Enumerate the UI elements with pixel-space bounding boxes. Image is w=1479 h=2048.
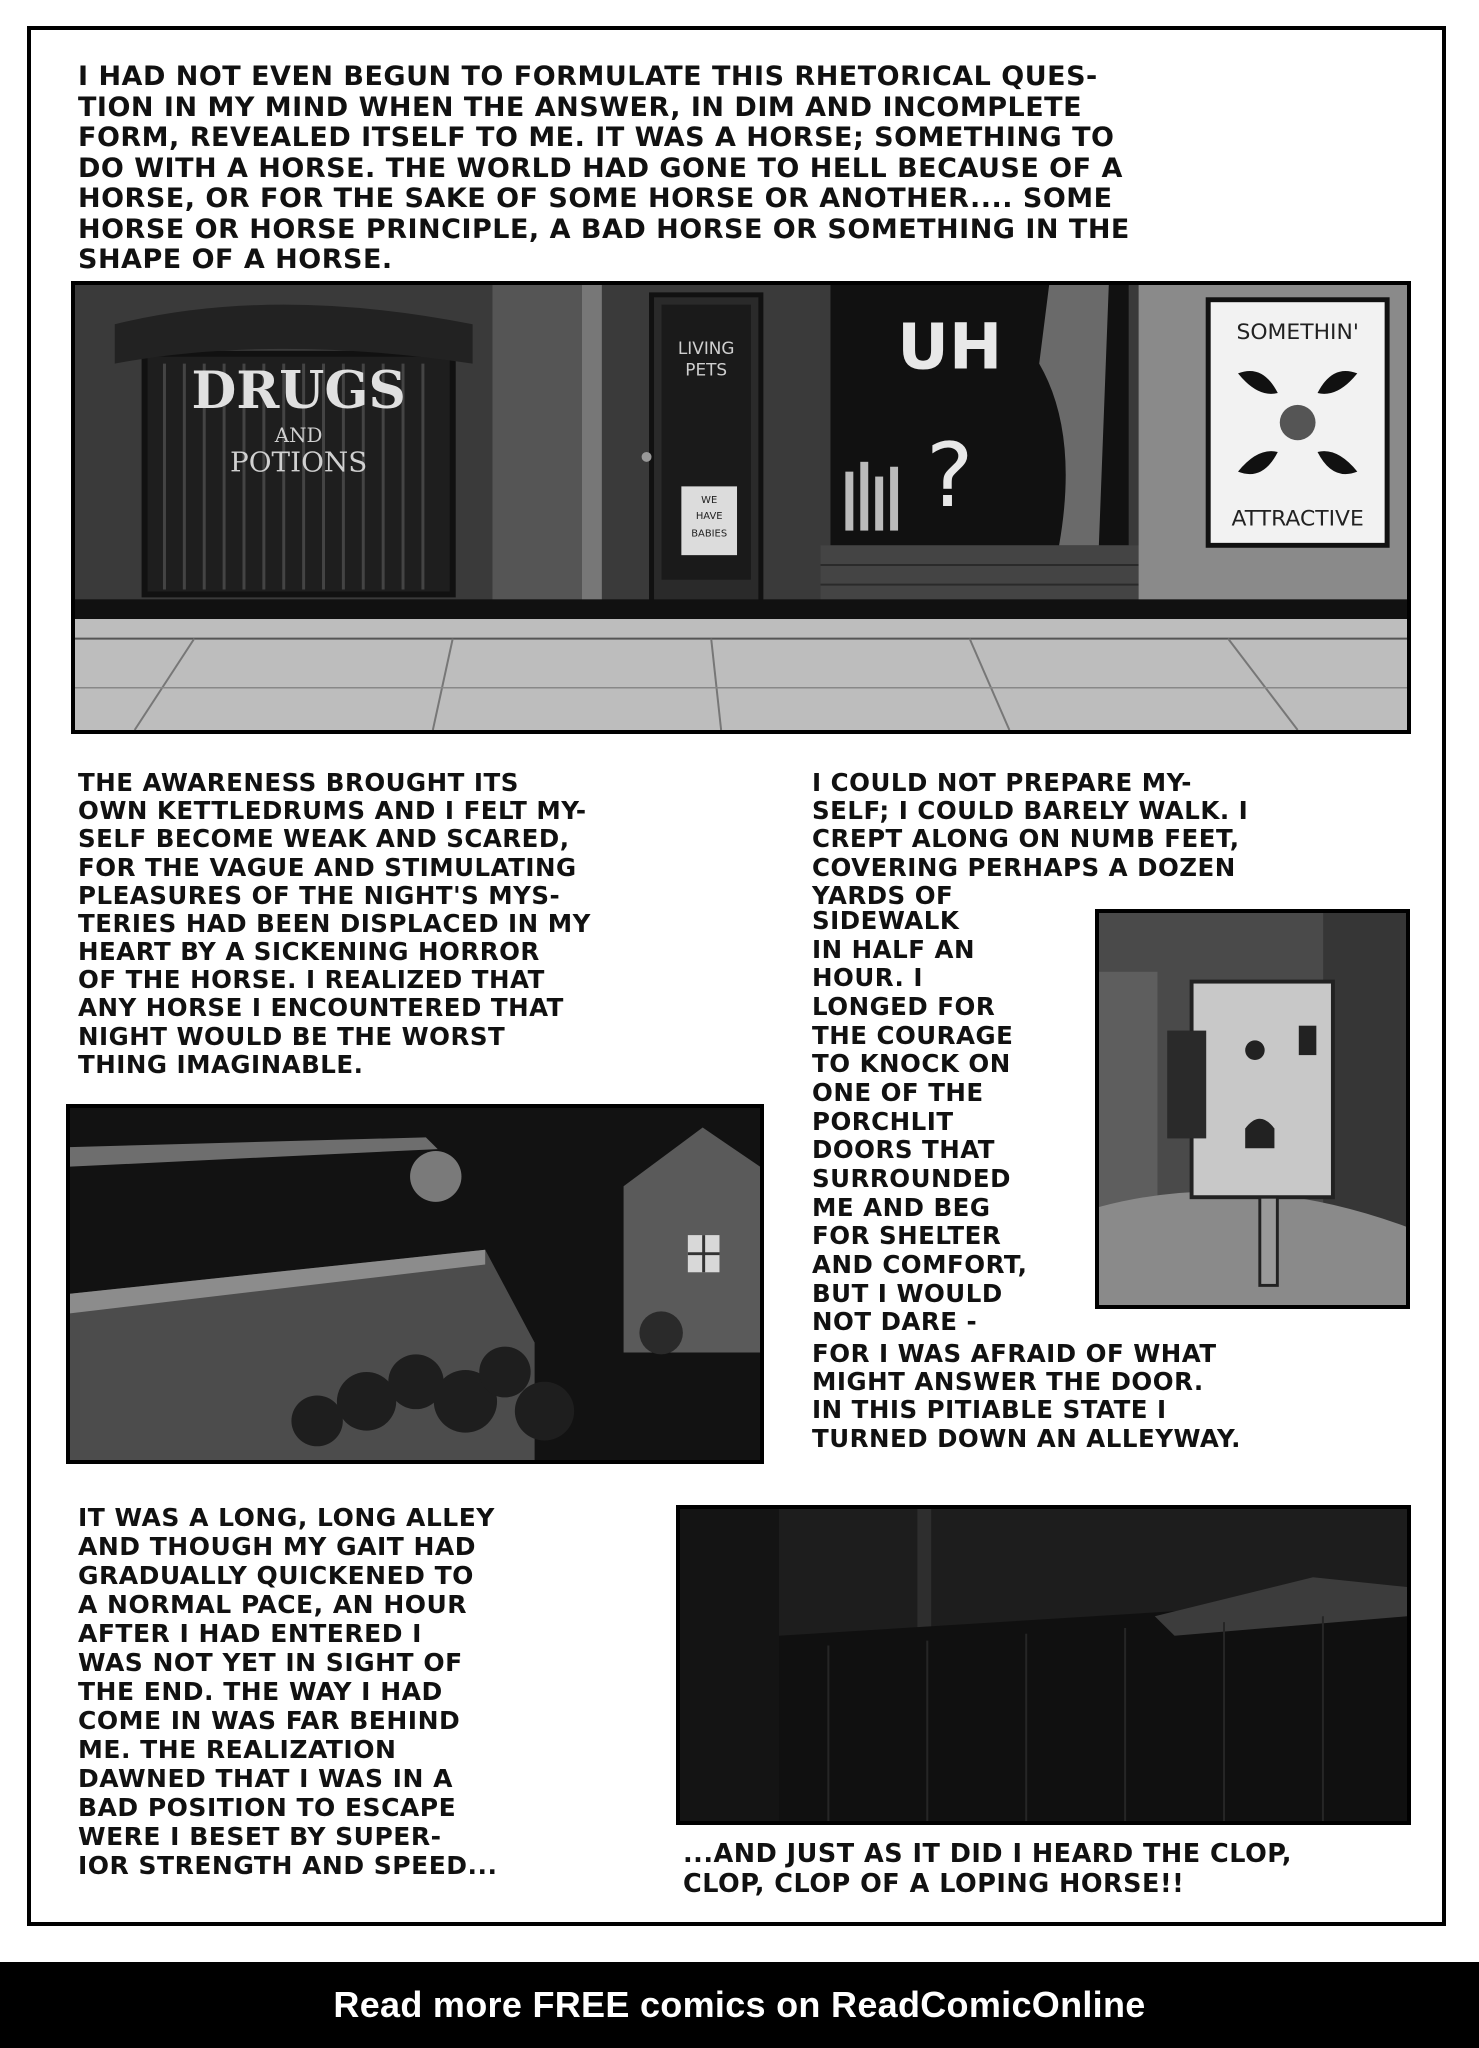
panel-storefronts [71,281,1411,734]
sign-babies: BABIES [691,528,728,540]
sign-pets: PETS [685,359,728,380]
sign-uh: UH [897,309,1003,384]
caption-prepare-top: I COULD NOT PREPARE MY- SELF; I COULD BARELY WALK. I CREPT ALONG ON NUMB FEET, COVERING PERHAPS A DOZEN YARDS OF [812,768,1249,910]
caption-clop: ...AND JUST AS IT DID I HEARD THE CLOP, CLOP, CLOP OF A LOPING HORSE!! [683,1839,1292,1899]
alley-illustration [680,1509,1407,1821]
storefront-illustration [75,285,1407,730]
sign-potions: POTIONS [230,445,368,479]
sign-have: HAVE [695,510,723,522]
wall-house-illustration [70,1108,760,1460]
sign-drugs: DRUGS [191,361,406,421]
caption-awareness: THE AWARENESS BROUGHT ITS OWN KETTLEDRUMS AND I FELT MY- SELF BECOME WEAK AND SCARED, FOR THE VAGUE AND STIMULATING PLEASURES OF THE NIGHT'S MYS- TERIES HAD BEEN DISPLACED IN MY HEART BY A SICKENING HORROR OF THE HORSE. I REALIZED THAT ANY HORSE I ENCOUNTERED THAT NIGHT WOULD BE THE WORST THING IMAGINABLE. [78,768,591,1079]
panel-wall-house [66,1104,764,1464]
sign-attractive: ATTRACTIVE [1231,506,1364,532]
footer-banner[interactable] [0,1962,1479,2048]
footer-link[interactable]: Read more FREE comics on ReadComicOnline [333,1984,1146,2025]
sign-living: LIVING [677,337,735,358]
caption-prepare-bottom: FOR I WAS AFRAID OF WHAT MIGHT ANSWER THE DOOR. IN THIS PITIABLE STATE I TURNED DOWN AN ALLEYWAY. [812,1339,1241,1453]
sign-we: WE [701,495,718,507]
porch-light-illustration [1099,913,1406,1305]
sign-question-mark: ? [926,423,974,527]
caption-prepare-narrow: SIDEWALK IN HALF AN HOUR. I LONGED FOR THE COURAGE TO KNOCK ON ONE OF THE PORCHLIT DOORS THAT SURROUNDED ME AND BEG FOR SHELTER AND COMFORT, BUT I WOULD NOT DARE - [812,906,1028,1337]
panel-alley [676,1505,1411,1825]
sign-and: AND [274,424,323,448]
panel-porch-light [1095,909,1410,1309]
caption-intro: I HAD NOT EVEN BEGUN TO FORMULATE THIS RHETORICAL QUES- TION IN MY MIND WHEN THE ANSWER, IN DIM AND INCOMPLETE FORM, REVEALED ITSELF TO ME. IT WAS A HORSE; SOMETHING TO DO WITH A HORSE. THE WORLD HAD GONE TO HELL BECAUSE OF A HORSE, OR FOR THE SAKE OF SOME HORSE OR ANOTHER.... SOME HORSE OR HORSE PRINCIPLE, A BAD HORSE OR SOMETHING IN THE SHAPE OF A HORSE. [78,61,1130,275]
sign-somethin: SOMETHIN' [1236,320,1359,345]
caption-alley: IT WAS A LONG, LONG ALLEY AND THOUGH MY GAIT HAD GRADUALLY QUICKENED TO A NORMAL PACE, AN HOUR AFTER I HAD ENTERED I WAS NOT YET IN SIGHT OF THE END. THE WAY I HAD COME IN WAS FAR BEHIND ME. THE REALIZATION DAWNED THAT I WAS IN A BAD POSITION TO ESCAPE WERE I BESET BY SUPER- IOR STRENGTH AND SPEED... [78,1503,498,1880]
